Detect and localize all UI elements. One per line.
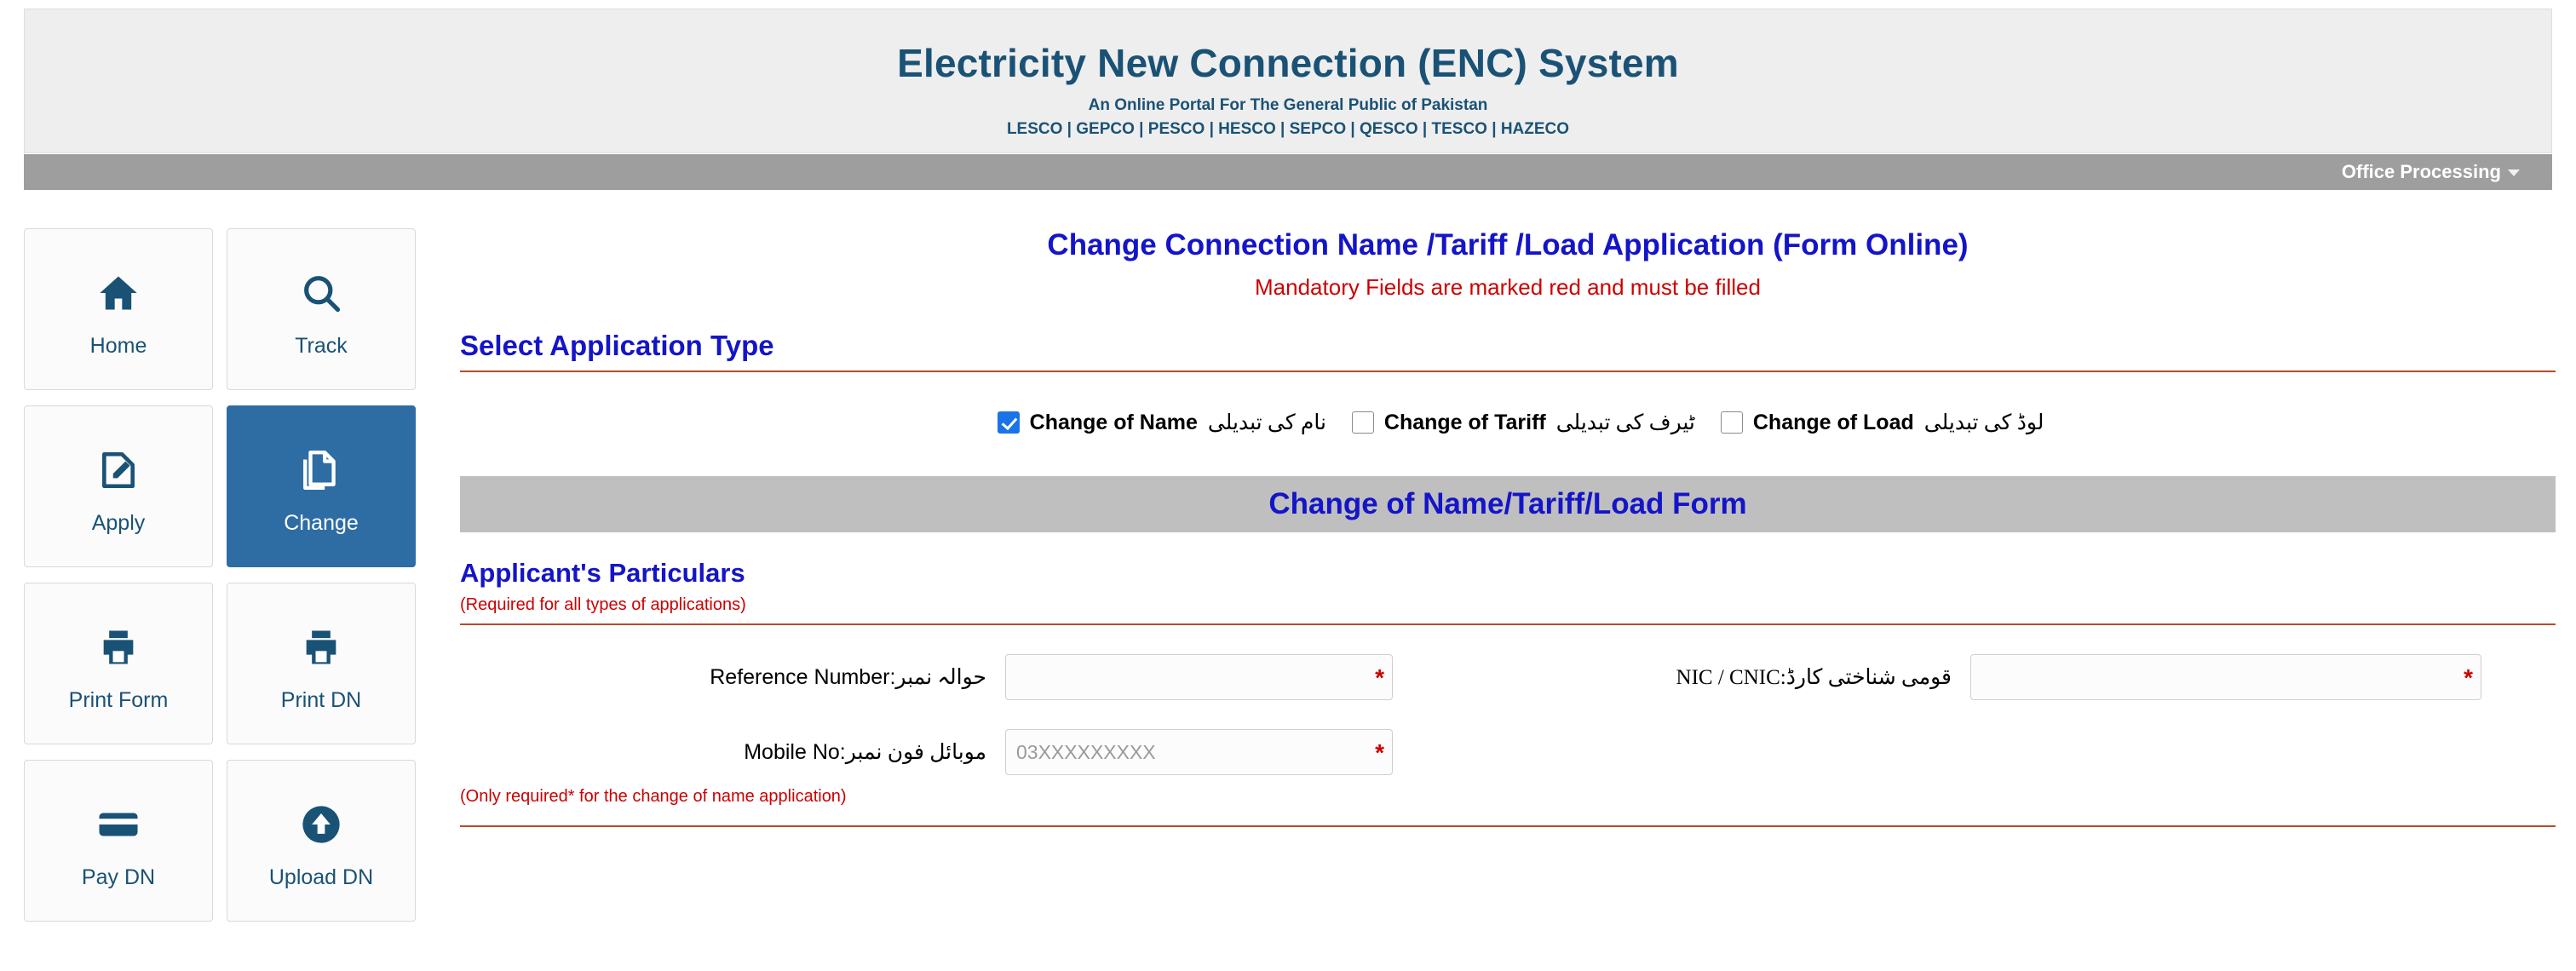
option-label-ur: ٹیرف کی تبدیلی bbox=[1555, 411, 1695, 434]
header-companies-list: LESCO | GEPCO | PESCO | HESCO | SEPCO | QESCO | TESCO | HAZECO bbox=[1006, 120, 1570, 138]
sidebar-item-pay-dn[interactable] bbox=[24, 760, 213, 922]
divider bbox=[460, 623, 2556, 625]
sidebar-item-print-form[interactable] bbox=[24, 583, 213, 744]
sidebar-item-label: Upload DN bbox=[268, 865, 374, 889]
mobile-no-label-en: Mobile No bbox=[744, 740, 840, 764]
application-type-options bbox=[460, 410, 2556, 435]
sidebar-item-apply[interactable] bbox=[24, 405, 213, 567]
chevron-down-icon bbox=[2508, 169, 2520, 176]
form-banner bbox=[460, 476, 2556, 532]
search-icon bbox=[299, 261, 343, 325]
sidebar-item-change[interactable] bbox=[227, 405, 416, 567]
sidebar-item-label: Pay DN bbox=[81, 865, 156, 889]
reference-number-label-ur: حوالہ نمبر bbox=[895, 666, 986, 689]
sidebar-row-4 bbox=[24, 760, 424, 922]
reference-number-label-en: Reference Number bbox=[710, 665, 890, 689]
reference-number-input-wrap bbox=[1005, 654, 1393, 700]
sidebar-item-print-dn[interactable] bbox=[227, 583, 416, 744]
main-content bbox=[460, 228, 2556, 834]
sidebar-row-1 bbox=[24, 228, 424, 390]
option-label-en: Change of Tariff bbox=[1383, 410, 1546, 434]
select-application-type-heading: Select Application Type bbox=[460, 330, 774, 361]
reference-number-label: Reference Number:حوالہ نمبر bbox=[710, 665, 986, 689]
sidebar-item-label: Apply bbox=[91, 510, 146, 535]
checkbox-change-of-name[interactable] bbox=[998, 411, 1020, 434]
mobile-no-label-ur: موبائل فون نمبر bbox=[845, 741, 986, 764]
sidebar-item-label: Print Form bbox=[68, 687, 169, 712]
office-processing-label[interactable]: Office Processing bbox=[2341, 161, 2501, 182]
checkbox-change-of-load[interactable] bbox=[1721, 411, 1743, 434]
sidebar-item-label: Print DN bbox=[280, 687, 362, 712]
divider bbox=[460, 825, 2556, 827]
page-title: Electricity New Connection (ENC) System bbox=[897, 41, 1679, 85]
cnic-label-en: NIC / CNIC bbox=[1676, 666, 1780, 689]
cnic-label-ur: قومی شناختی کارڈ bbox=[1785, 666, 1952, 689]
sidebar-row-2 bbox=[24, 405, 424, 567]
mobile-no-note: (Only required* for the change of name application) bbox=[460, 787, 847, 806]
mobile-no-input[interactable] bbox=[1005, 729, 1393, 775]
sidebar-item-track[interactable] bbox=[227, 228, 416, 390]
sidebar-item-home[interactable] bbox=[24, 228, 213, 390]
mobile-no-input-wrap bbox=[1005, 729, 1393, 775]
required-asterisk: * bbox=[1375, 739, 1384, 766]
mobile-no-label: Mobile No:موبائل فون نمبر bbox=[744, 740, 986, 764]
option-label-en: Change of Load bbox=[1752, 410, 1914, 434]
office-processing-bar[interactable] bbox=[24, 154, 2552, 190]
reference-number-input[interactable] bbox=[1005, 654, 1393, 700]
cnic-input-wrap bbox=[1970, 654, 2481, 700]
row-mobile-no bbox=[460, 729, 2556, 775]
applicants-particulars-note: (Required for all types of applications) bbox=[460, 595, 746, 614]
cnic-label: NIC / CNIC:قومی شناختی کارڈ bbox=[1676, 666, 1952, 689]
option-label-en: Change of Name bbox=[1029, 410, 1198, 434]
application-form-title: Change Connection Name /Tariff /Load Application (Form Online) bbox=[1047, 228, 1969, 261]
applicants-particulars-heading: Applicant's Particulars bbox=[460, 558, 745, 588]
mandatory-fields-note: Mandatory Fields are marked red and must be filled bbox=[1255, 274, 1761, 300]
card-icon bbox=[95, 792, 141, 857]
edit-document-icon bbox=[97, 438, 140, 503]
divider bbox=[460, 371, 2556, 372]
required-asterisk: * bbox=[1375, 664, 1384, 691]
header-subtitle: An Online Portal For The General Public of Pakistan bbox=[1088, 96, 1488, 114]
upload-icon bbox=[299, 792, 343, 857]
printer-icon bbox=[96, 615, 141, 680]
copy-document-icon bbox=[300, 438, 342, 503]
home-icon bbox=[96, 261, 141, 325]
sidebar-item-upload-dn[interactable] bbox=[227, 760, 416, 922]
row-reference-and-cnic bbox=[460, 654, 2556, 700]
option-change-of-name[interactable] bbox=[998, 410, 1326, 435]
option-label-ur: نام کی تبدیلی bbox=[1207, 411, 1326, 434]
sidebar-row-3 bbox=[24, 583, 424, 744]
option-change-of-tariff[interactable] bbox=[1352, 410, 1695, 435]
page-header bbox=[24, 9, 2552, 153]
sidebar-item-label: Track bbox=[295, 333, 348, 358]
sidebar bbox=[24, 228, 424, 937]
option-change-of-load[interactable] bbox=[1721, 410, 2044, 435]
sidebar-item-label: Home bbox=[89, 333, 147, 358]
sidebar-item-label: Change bbox=[284, 510, 359, 535]
cnic-input[interactable] bbox=[1970, 654, 2481, 700]
required-asterisk: * bbox=[2464, 664, 2473, 691]
form-banner-label: Change of Name/Tariff/Load Form bbox=[1268, 487, 1747, 520]
printer-icon bbox=[299, 615, 343, 680]
checkbox-change-of-tariff[interactable] bbox=[1352, 411, 1374, 434]
option-label-ur: لوڈ کی تبدیلی bbox=[1923, 411, 2044, 434]
